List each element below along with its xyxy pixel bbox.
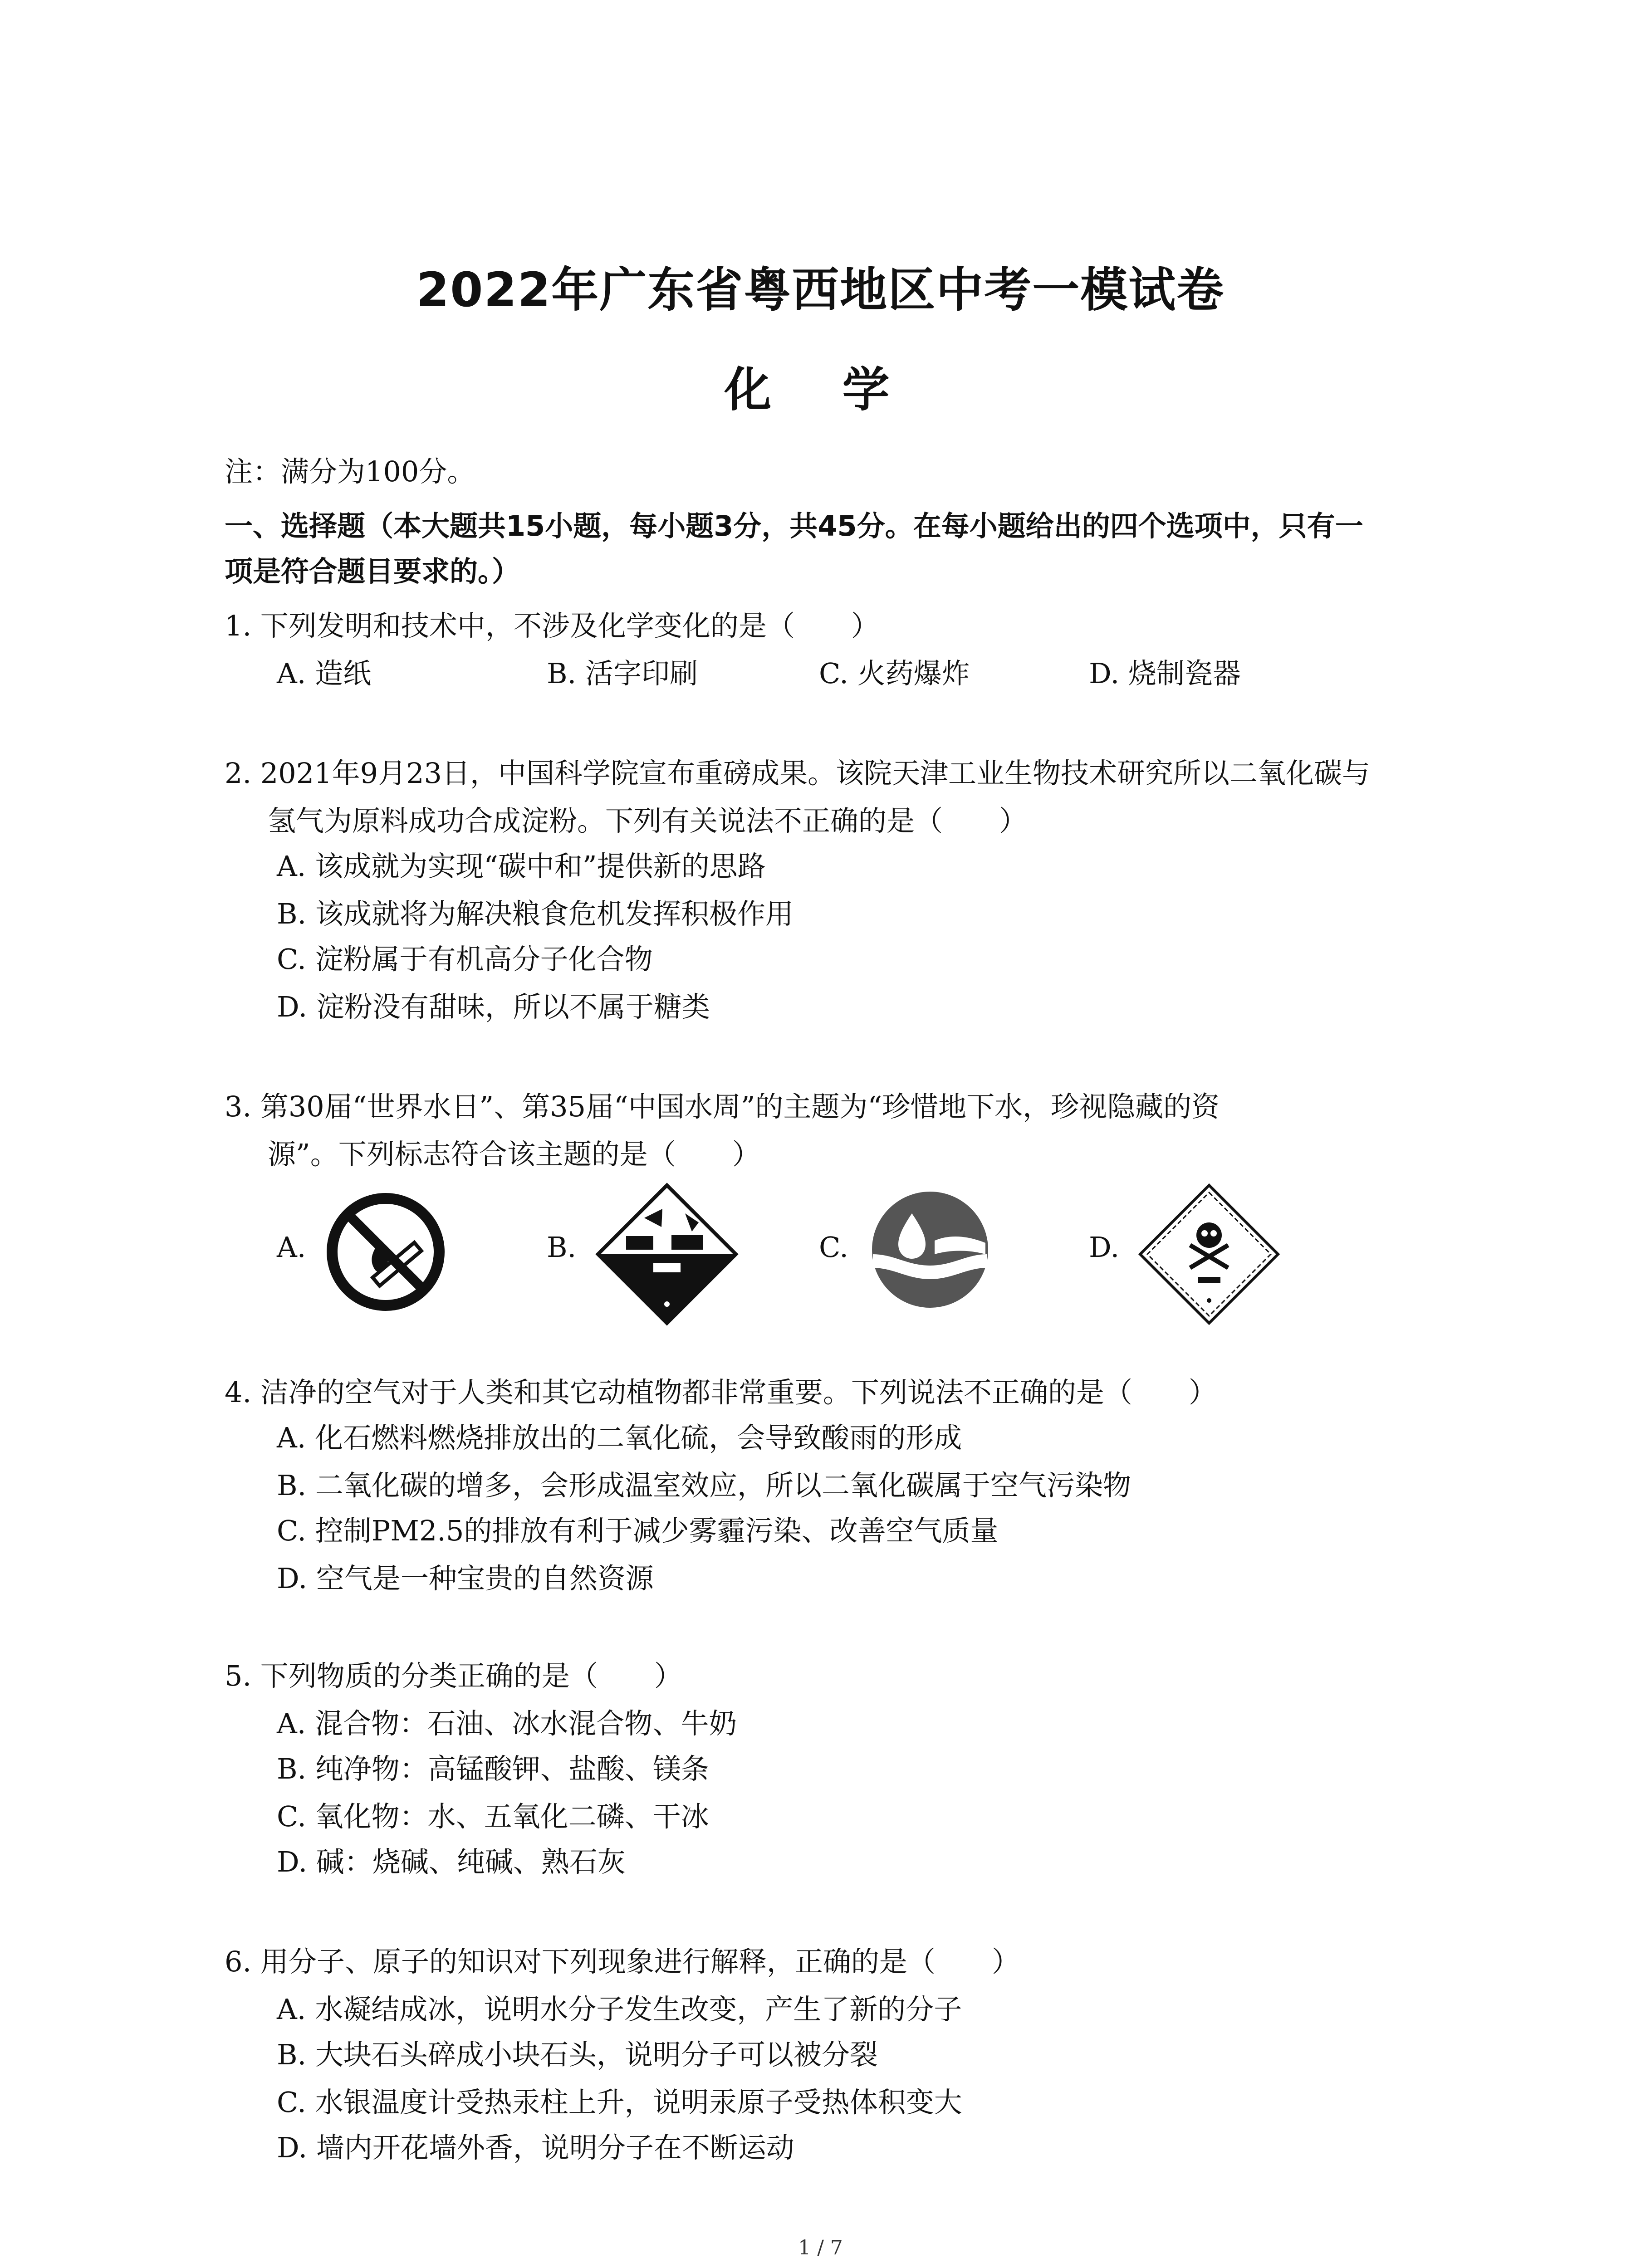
q3-stem-line2: 源”。下列标志符合该主题的是（ ） — [268, 1138, 760, 1171]
page-number: 1 / 7 — [798, 2236, 843, 2259]
q3-stem-line1: 3. 第30届“世界水日”、第35届“中国水周”的主题为“珍惜地下水，珍视隐藏的资 — [225, 1090, 1220, 1123]
q2-option-d: D. 淀粉没有甜味，所以不属于糖类 — [277, 990, 710, 1023]
q1-option-a: A. 造纸 — [277, 657, 372, 690]
q1-option-c: C. 火药爆炸 — [819, 657, 970, 690]
score-note: 注：满分为100分。 — [225, 455, 475, 488]
q3-option-d-label: D. — [1089, 1231, 1120, 1264]
q3-option-c-label: C. — [819, 1231, 848, 1264]
q4-stem: 4. 洁净的空气对于人类和其它动植物都非常重要。下列说法不正确的是（ ） — [225, 1376, 1217, 1409]
q5-option-c: C. 氧化物：水、五氧化二磷、干冰 — [277, 1800, 709, 1833]
q4-option-d: D. 空气是一种宝贵的自然资源 — [277, 1562, 654, 1595]
q6-option-c: C. 水银温度计受热汞柱上升，说明汞原子受热体积变大 — [277, 2086, 962, 2119]
q5-option-b: B. 纯净物：高锰酸钾、盐酸、镁条 — [277, 1752, 709, 1785]
q6-stem: 6. 用分子、原子的知识对下列现象进行解释，正确的是（ ） — [225, 1945, 1020, 1978]
q3-option-a-label: A. — [277, 1231, 306, 1264]
q1-option-b: B. 活字印刷 — [547, 657, 698, 690]
q2-option-b: B. 该成就将为解决粮食危机发挥积极作用 — [277, 897, 794, 930]
q6-option-a: A. 水凝结成冰，说明水分子发生改变，产生了新的分子 — [277, 1993, 962, 2026]
subject-title: 化 学 — [724, 362, 917, 417]
q3-option-b-label: B. — [547, 1231, 577, 1264]
q4-option-a: A. 化石燃料燃烧排放出的二氧化硫，会导致酸雨的形成 — [277, 1421, 962, 1454]
corrosive-sign-icon — [594, 1182, 740, 1327]
q1-stem: 1. 下列发明和技术中，不涉及化学变化的是（ ） — [225, 609, 879, 642]
q5-stem: 5. 下列物质的分类正确的是（ ） — [225, 1659, 682, 1692]
q2-stem-line1: 2. 2021年9月23日，中国科学院宣布重磅成果。该院天津工业生物技术研究所以二氧化碳与 — [225, 757, 1370, 790]
q2-option-a: A. 该成就为实现“碳中和”提供新的思路 — [277, 850, 766, 883]
q4-option-c: C. 控制PM2.5的排放有利于减少雾霾污染、改善空气质量 — [277, 1514, 999, 1547]
q6-option-b: B. 大块石头碎成小块石头，说明分子可以被分裂 — [277, 2038, 878, 2071]
q5-option-d: D. 碱：烧碱、纯碱、熟石灰 — [277, 1845, 626, 1878]
q4-option-b: B. 二氧化碳的增多，会形成温室效应，所以二氧化碳属于空气污染物 — [277, 1469, 1131, 1502]
no-smoking-fire-sign-icon — [324, 1191, 447, 1313]
q2-stem-line2: 氢气为原料成功合成淀粉。下列有关说法不正确的是（ ） — [268, 804, 1028, 837]
water-saving-sign-icon — [867, 1186, 994, 1313]
section-heading-line2: 项是符合题目要求的。） — [225, 555, 520, 588]
q6-option-d: D. 墙内开花墙外香，说明分子在不断运动 — [277, 2131, 794, 2164]
q1-option-d: D. 烧制瓷器 — [1089, 657, 1241, 690]
toxic-sign-icon — [1136, 1182, 1282, 1327]
q2-option-c: C. 淀粉属于有机高分子化合物 — [277, 943, 653, 976]
section-heading-line1: 一、选择题（本大题共15小题，每小题3分，共45分。在每小题给出的四个选项中，只有一 — [225, 509, 1363, 543]
exam-title: 2022年广东省粤西地区中考一模试卷 — [416, 262, 1225, 318]
q5-option-a: A. 混合物：石油、冰水混合物、牛奶 — [277, 1707, 737, 1740]
